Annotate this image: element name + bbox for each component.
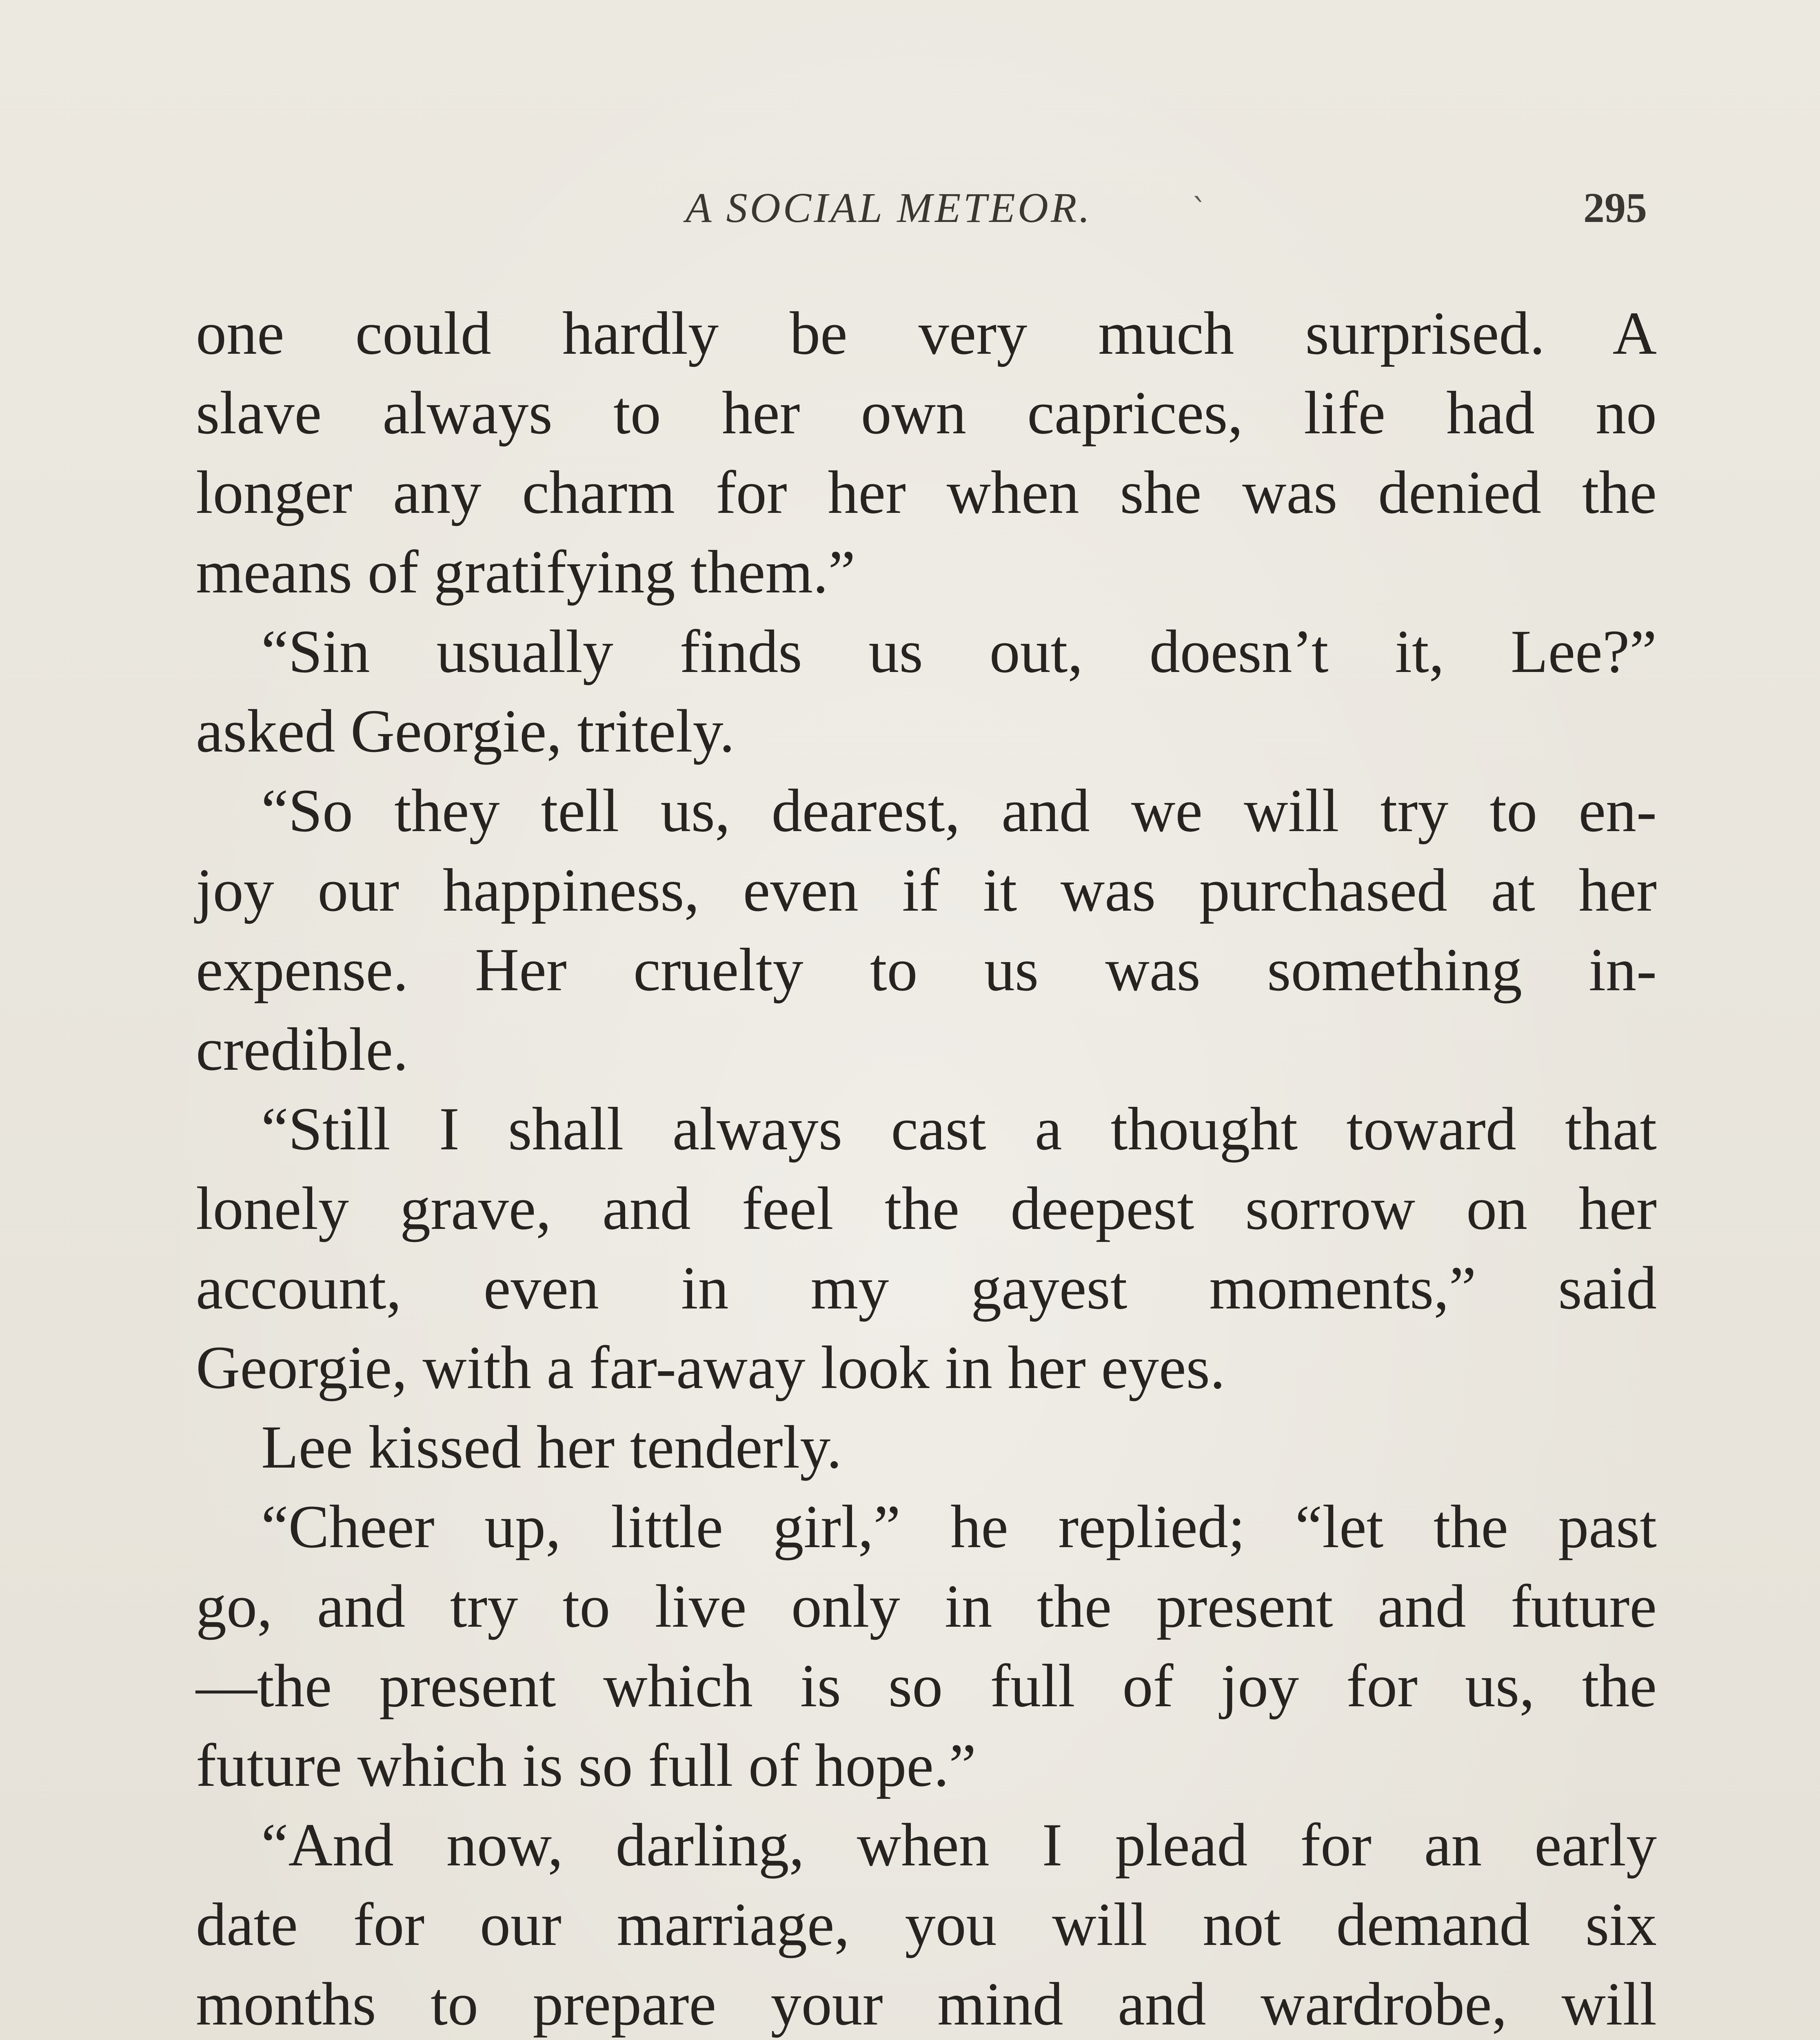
text-line: one could hardly be very much surprised. A bbox=[196, 299, 1657, 367]
body-text bbox=[196, 294, 1657, 2040]
text-line: joy our happiness, even if it was purchased at her bbox=[196, 856, 1657, 924]
text-line: “Still I shall always cast a thought toward that bbox=[261, 1095, 1657, 1163]
text-line: credible. bbox=[196, 1016, 408, 1083]
text-line: “Cheer up, little girl,” he replied; “let the past bbox=[261, 1493, 1657, 1561]
text-line: date for our marriage, you will not demand six bbox=[196, 1891, 1657, 1958]
running-title: A SOCIAL METEOR. bbox=[686, 184, 1092, 231]
text-line: lonely grave, and feel the deepest sorrow on her bbox=[196, 1175, 1657, 1242]
stray-mark: ` bbox=[1192, 192, 1208, 230]
text-line: means of gratifying them.” bbox=[196, 538, 856, 606]
text-line: asked Georgie, tritely. bbox=[196, 697, 735, 765]
text-line: —the present which is so full of joy for us, the bbox=[196, 1652, 1657, 1720]
text-line: Georgie, with a far-away look in her eyes. bbox=[196, 1334, 1225, 1401]
text-line: longer any charm for her when she was denied the bbox=[196, 459, 1657, 526]
text-line: future which is so full of hope.” bbox=[196, 1732, 977, 1799]
text-line: go, and try to live only in the present and future bbox=[196, 1572, 1657, 1640]
text-line: expense. Her cruelty to us was something in- bbox=[196, 936, 1657, 1004]
text-line: “Sin usually finds us out, doesn’t it, Lee?” bbox=[261, 618, 1657, 685]
text-line: Lee kissed her tenderly. bbox=[261, 1413, 842, 1481]
text-line: slave always to her own caprices, life had no bbox=[196, 379, 1657, 447]
text-line: “And now, darling, when I plead for an early bbox=[261, 1811, 1657, 1879]
page-number: 295 bbox=[1583, 184, 1647, 231]
text-line: account, even in my gayest moments,” said bbox=[196, 1254, 1657, 1322]
text-line: “So they tell us, dearest, and we will try to en- bbox=[261, 777, 1657, 845]
text-line: months to prepare your mind and wardrobe, will bbox=[196, 1970, 1657, 2038]
